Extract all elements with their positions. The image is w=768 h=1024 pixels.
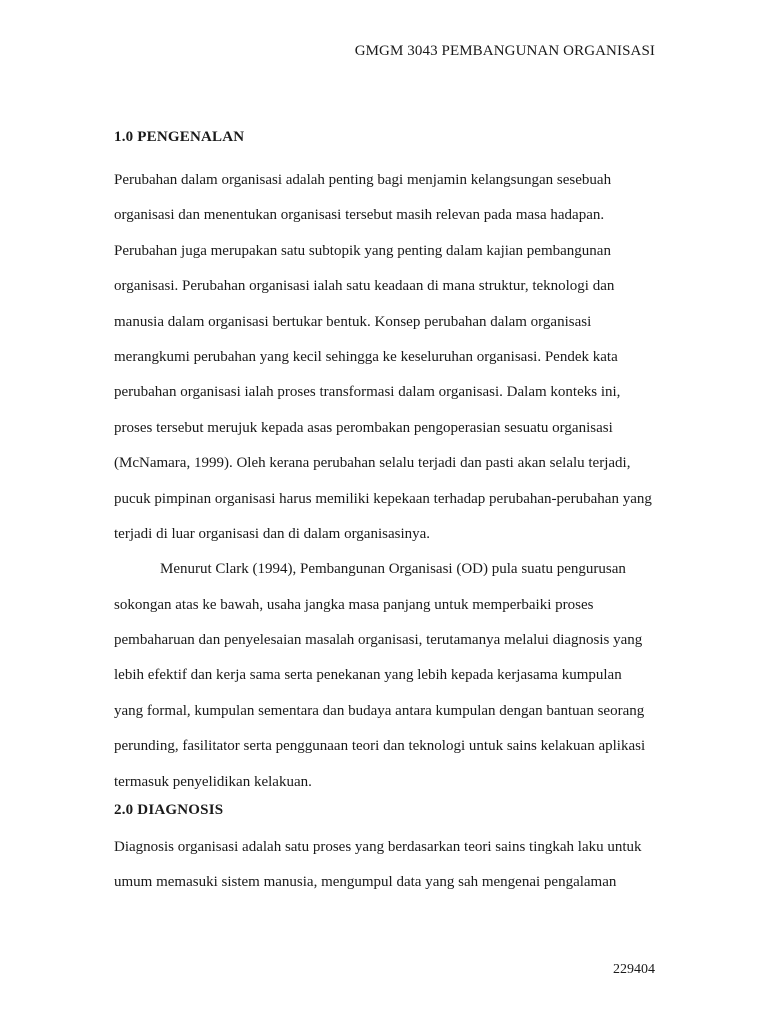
text-line: perunding, fasilitator serta penggunaan teori dan teknologi untuk sains kelakuan aplikasi bbox=[114, 738, 646, 755]
paragraph-clark bbox=[114, 552, 659, 800]
text-line: organisasi. Perubahan organisasi ialah satu keadaan di mana struktur, teknologi dan bbox=[114, 278, 615, 295]
text-line: merangkumi perubahan yang kecil sehingga ke keseluruhan organisasi. Pendek kata bbox=[114, 348, 618, 365]
document-body bbox=[114, 127, 659, 901]
text-line: lebih efektif dan kerja sama serta penekanan yang lebih kepada kerjasama kumpulan bbox=[114, 667, 622, 684]
section-heading-pengenalan: 1.0 PENGENALAN bbox=[114, 129, 245, 145]
text-line: sokongan atas ke bawah, usaha jangka masa panjang untuk memperbaiki proses bbox=[114, 596, 594, 613]
text-line: organisasi dan menentukan organisasi tersebut masih relevan pada masa hadapan. bbox=[114, 207, 605, 224]
text-line: manusia dalam organisasi bertukar bentuk. Konsep perubahan dalam organisasi bbox=[114, 313, 592, 330]
section-heading-diagnosis: 2.0 DIAGNOSIS bbox=[114, 802, 224, 819]
text-line: Menurut Clark (1994), Pembangunan Organisasi (OD) pula suatu pengurusan bbox=[160, 561, 626, 578]
text-line: yang formal, kumpulan sementara dan budaya antara kumpulan dengan bantuan seorang bbox=[114, 702, 645, 719]
text-line: Diagnosis organisasi adalah satu proses yang berdasarkan teori sains tingkah laku untuk bbox=[114, 839, 642, 856]
text-line: Perubahan dalam organisasi adalah penting bagi menjamin kelangsungan sesebuah bbox=[114, 172, 612, 188]
page-number: 229404 bbox=[613, 962, 655, 977]
text-line: (McNamara, 1999). Oleh kerana perubahan selalu terjadi dan pasti akan selalu terjadi, bbox=[114, 455, 631, 472]
text-line: termasuk penyelidikan kelakuan. bbox=[114, 773, 312, 790]
text-line: pembaharuan dan penyelesaian masalah organisasi, terutamanya melalui diagnosis yang bbox=[114, 632, 643, 649]
text-line: Perubahan juga merupakan satu subtopik yang penting dalam kajian pembangunan bbox=[114, 242, 611, 259]
text-line: umum memasuki sistem manusia, mengumpul data yang sah mengenai pengalaman bbox=[114, 874, 617, 891]
paragraph-intro bbox=[114, 163, 659, 552]
text-line: perubahan organisasi ialah proses transformasi dalam organisasi. Dalam konteks ini, bbox=[114, 384, 621, 401]
paragraph-diagnosis bbox=[114, 830, 659, 901]
text-line: pucuk pimpinan organisasi harus memiliki kepekaan terhadap perubahan-perubahan yang bbox=[114, 490, 652, 507]
running-header: GMGM 3043 PEMBANGUNAN ORGANISASI bbox=[354, 43, 655, 59]
text-line: proses tersebut merujuk kepada asas perombakan pengoperasian sesuatu organisasi bbox=[114, 419, 613, 436]
text-line: terjadi di luar organisasi dan di dalam organisasinya. bbox=[114, 525, 431, 542]
